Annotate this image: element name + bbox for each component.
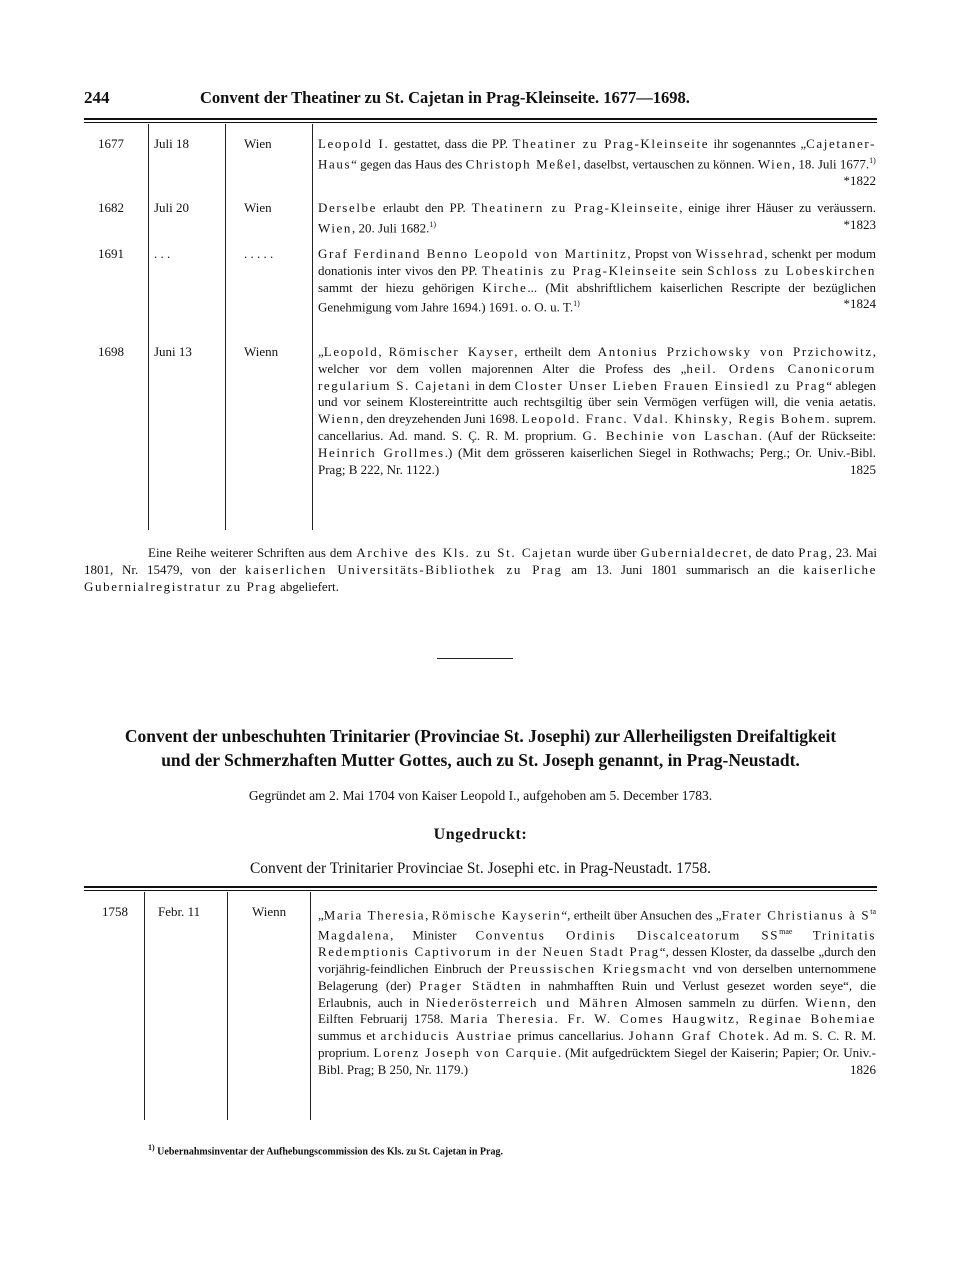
entry-date: Juni 13	[154, 344, 192, 359]
header-rule-thick	[84, 118, 877, 120]
entry-text: „Maria Theresia, Römische Kayserin“, ertheilt über Ansuchen des „Frater Christianus à S$^{ta}$ Magdalena, Minister Conventus Ordinis Discalceatorum SS$^{mae}$ Trinitatis Redemptionis Captivorum in der Neuen Stadt Prag“, dessen Kloster, da dasselbe „durch den vorjährig-feindlichen Einbruch der Preussischen Kriegsmacht vnd von derselben unternommene Belagerung (der) Prager Städten in nahmhafften Ruin und Verlust gesezet worden seye“, die Erlaubnis, auch in Niederösterreich und Mähren Almosen sammeln zu dürfen. Wienn, den Eilften Februarij 1758. Maria Theresia. Fr. W. Comes Haugwitz, Reginae Bohemiae summus et archiducis Austriae primus cancellarius. Johann Graf Chotek. Ad m. S. C. R. M. proprium. Lorenz Joseph von Carquie. (Mit aufgedrücktem Siegel der Kaiserin; Papier; Or. Univ.-Bibl. Prag; B 250, Nr. 1179.) 1826	[318, 907, 876, 1077]
entry-date: Febr. 11	[158, 904, 201, 919]
footnote-ref: 1)	[573, 299, 580, 309]
entry-place: . . . . .	[244, 246, 274, 261]
footnote-ref: 1)	[869, 155, 876, 165]
section-divider	[437, 658, 513, 659]
section-heading	[84, 724, 877, 772]
running-title: Convent der Theatiner zu St. Cajetan in Prag-Kleinseite. 1677—1698.	[200, 88, 690, 107]
entry-year: 1677	[98, 136, 124, 151]
running-head	[84, 88, 877, 112]
section-heading-line: Convent der unbeschuhten Trinitarier (Provinciae St. Josephi) zur Allerheiligsten Dreifaltigkeit	[124, 726, 837, 746]
regest-table-bottom	[84, 892, 877, 1124]
entry-year: 1691	[98, 246, 124, 261]
entry-date: Juli 18	[154, 136, 190, 151]
unprinted-label: Ungedruckt:	[433, 826, 528, 843]
regest-table-top	[84, 124, 877, 532]
catalog-number: *1824	[843, 296, 876, 312]
footnote	[148, 1143, 848, 1157]
column-divider	[144, 892, 145, 1120]
column-divider	[148, 124, 149, 530]
entry-place: Wien	[244, 200, 272, 215]
entry-date: . . .	[154, 246, 171, 261]
entry-year: 1698	[98, 344, 124, 359]
section-heading-line: und der Schmerzhaften Mutter Gottes, auch zu St. Joseph genannt, in Prag-Neustadt.	[161, 750, 800, 770]
entry-place: Wienn	[244, 344, 279, 359]
catalog-number: 1826	[850, 1061, 876, 1077]
entry-text: „Leopold, Römischer Kayser, ertheilt dem Antonius Przichowsky von Przichowitz, welcher vor dem vollen majorennen Alter die Profess des „heil. Ordens Canonicorum regularium S. Cajetani in dem Closter Unser Lieben Frauen Einsiedl zu Prag“ ablegen und vor seinem Klostereintritte auch rechtsgiltig über sein Vermögen verfügen will, die venia aetatis. Wienn, den dreyzehenden Juni 1698. Leopold. Franc. Vdal. Khinsky, Regis Bohem. suprem. cancellarius. Ad. mand. S. Ç. R. M. proprium. G. Bechinie von Laschan. (Auf der Rückseite: Heinrich Grollmes.) (Mit dem grösseren kaiserlichen Siegel in Rothwachs; Perg.; Or. Univ.-Bibl. Prag; B 222, Nr. 1122.) 1825	[318, 344, 877, 477]
header-rule-thin	[84, 122, 877, 123]
footnote-mark: 1)	[148, 1143, 155, 1152]
entry-date: Juli 20	[154, 200, 190, 215]
archive-note-paragraph: Eine Reihe weiterer Schriften aus dem Archive des Kls. zu St. Cajetan wurde über Gubernialdecret, de dato Prag, 23. Mai 1801, Nr. 15479, von der kaiserlichen Universitäts-Bibliothek zu Prag am 13. Juni 1801 summarisch an die kaiserliche Gubernialregistratur zu Prag abgeliefert.	[84, 545, 878, 594]
column-divider	[310, 892, 311, 1120]
page-number: 244	[84, 88, 110, 107]
founded-line: Gegründet am 2. Mai 1704 von Kaiser Leopold I., aufgehoben am 5. December 1783.	[248, 788, 713, 803]
catalog-number: *1823	[843, 216, 876, 232]
footnote-text: Uebernahmsinventar der Aufhebungscommission des Kls. zu St. Cajetan in Prag.	[154, 1146, 503, 1158]
table-rule-thick	[84, 886, 877, 888]
table-rule-thin	[84, 890, 877, 891]
entry-place: Wienn	[252, 904, 287, 919]
entry-text: Leopold I. gestattet, dass die PP. Theatiner zu Prag-Kleinseite ihr sogenanntes „Cajetaner-Haus“ gegen das Haus des Christoph Meßel, daselbst, vertauschen zu können. Wien, 18. Juli 1677.$^{1)}$ *1822	[318, 136, 876, 188]
entry-year: 1682	[98, 200, 124, 215]
catalog-number: *1822	[843, 172, 876, 188]
entry-text: Graf Ferdinand Benno Leopold von Martinitz, Propst von Wissehrad, schenkt per modum donationis inter vivos den PP. Theatinis zu Prag-Kleinseite sein Schloss zu Lobeskirchen sammt der hiezu gehörigen Kirche... (Mit abshriftlichem kaiserlichen Rescripte der bezüglichen Genehmigung vom Jahre 1694.) 1691. o. O. u. T.$^{1)}$ *1824	[318, 246, 876, 315]
column-divider	[312, 124, 313, 530]
column-divider	[227, 892, 228, 1120]
table-subheading: Convent der Trinitarier Provinciae St. Josephi etc. in Prag-Neustadt. 1758.	[249, 860, 712, 877]
column-divider	[225, 124, 226, 530]
entry-place: Wien	[244, 136, 272, 151]
footnote-ref: 1)	[429, 219, 437, 229]
entry-year: 1758	[102, 904, 128, 919]
catalog-number: 1825	[850, 461, 876, 477]
entry-text: Derselbe erlaubt den PP. Theatinern zu Prag-Kleinseite, einige ihrer Häuser zu veräussern. Wien, 20. Juli 1682.$^{1)}$ *1823	[318, 200, 876, 236]
